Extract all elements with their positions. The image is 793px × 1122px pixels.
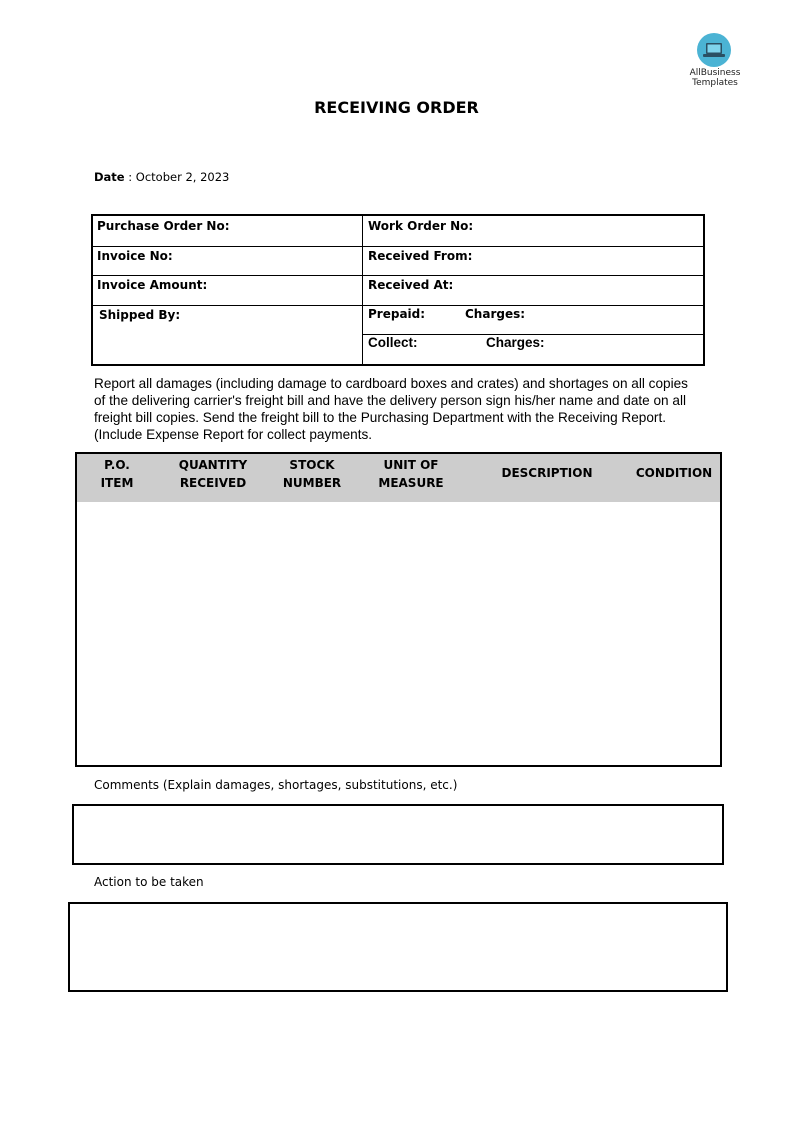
invoice-no-field[interactable]: Invoice No:	[97, 249, 173, 263]
action-label: Action to be taken	[94, 875, 204, 889]
purchase-order-field[interactable]: Purchase Order No:	[97, 219, 230, 233]
items-table-header	[77, 454, 720, 502]
page-title: RECEIVING ORDER	[314, 98, 479, 117]
date-value: October 2, 2023	[135, 170, 230, 184]
collect-charges-field[interactable]: Charges:	[486, 335, 545, 350]
column-header-unit-of-measure: UNIT OF MEASURE	[378, 458, 444, 490]
items-table-body[interactable]	[77, 502, 720, 765]
info-row-divider	[93, 305, 703, 306]
comments-input-box[interactable]	[72, 804, 724, 865]
received-from-field[interactable]: Received From:	[368, 249, 473, 263]
column-header-description: DESCRIPTION	[501, 466, 593, 480]
shipped-by-field[interactable]: Shipped By:	[99, 308, 181, 322]
column-header-quantity-received: QUANTITY RECEIVED	[178, 458, 248, 490]
order-info-table	[91, 214, 705, 366]
date-label: Date	[94, 170, 125, 184]
prepaid-field[interactable]: Prepaid:	[368, 307, 426, 321]
info-row-divider	[93, 246, 703, 247]
collect-field[interactable]: Collect:	[368, 335, 418, 350]
received-at-field[interactable]: Received At:	[368, 278, 454, 292]
date-line	[94, 170, 229, 184]
date-separator: :	[124, 170, 136, 184]
action-input-box[interactable]	[68, 902, 728, 992]
work-order-field[interactable]: Work Order No:	[368, 219, 474, 233]
laptop-icon	[697, 33, 731, 67]
comments-label: Comments (Explain damages, shortages, substitutions, etc.)	[94, 778, 458, 792]
info-row-divider	[93, 275, 703, 276]
brand-logo	[697, 33, 731, 67]
instructions-paragraph: Report all damages (including damage to cardboard boxes and crates) and shortages on all copies of the delivering carrier's freight bill and have the delivery person sign his/her name and date on all freight bill copies. Send the freight bill to the Purchasing Department with the Receiving Report. (Include Expense Report for collect payments.	[94, 376, 688, 442]
brand-logo-text	[684, 68, 746, 88]
brand-name-line2: Templates	[692, 78, 738, 88]
prepaid-charges-field[interactable]: Charges:	[465, 307, 526, 321]
column-header-po-item: P.O. ITEM	[100, 458, 134, 490]
received-items-table	[75, 452, 722, 767]
invoice-amount-field[interactable]: Invoice Amount:	[97, 278, 208, 292]
info-divider	[362, 216, 363, 364]
brand-name-line1: AllBusiness	[689, 68, 741, 78]
column-header-condition: CONDITION	[635, 466, 713, 480]
column-header-stock-number: STOCK NUMBER	[282, 458, 342, 490]
